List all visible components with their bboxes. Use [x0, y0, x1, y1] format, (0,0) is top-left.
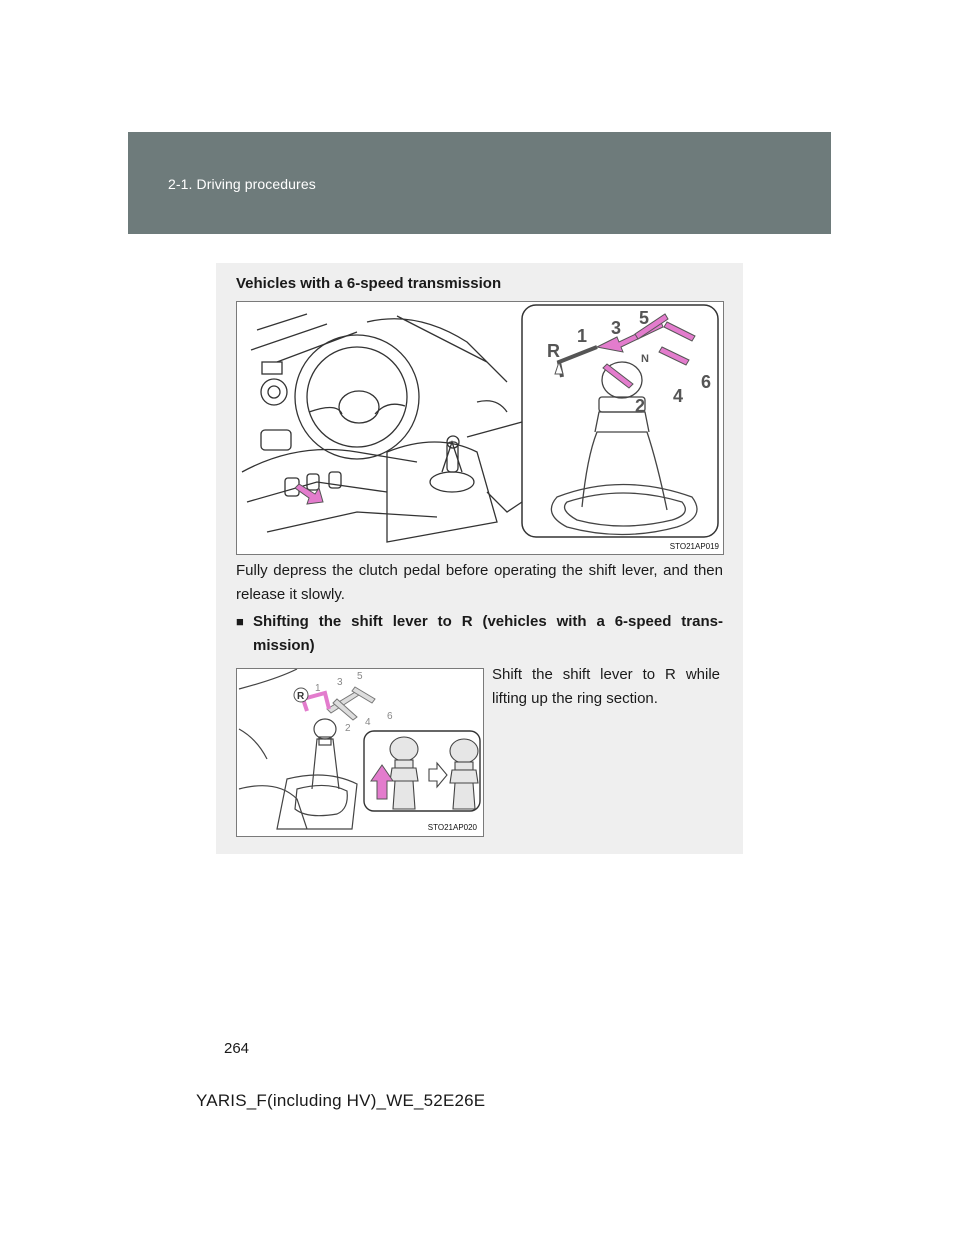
figure-code-2: STO21AP020 — [427, 823, 477, 832]
small-gear-r: R — [297, 691, 305, 702]
bullet-square-icon: ■ — [236, 614, 244, 629]
reverse-instruction: Shift the shift lever to R while lifting up the ring section. — [492, 666, 720, 707]
gear-label-2: 2 — [635, 396, 646, 416]
document-footer: YARIS_F(including HV)_WE_52E26E — [196, 1091, 486, 1110]
gear-label-5: 5 — [639, 308, 650, 328]
section-title: 2-1. Driving procedures — [168, 176, 316, 192]
figure-code: STO21AP019 — [669, 542, 719, 551]
gear-label-3: 3 — [611, 318, 622, 338]
small-gear-4: 4 — [365, 717, 371, 728]
panel-title: Vehicles with a 6-speed transmission — [236, 275, 502, 292]
gear-label-r: R — [547, 341, 560, 361]
section-header — [128, 132, 831, 234]
gear-label-6: 6 — [701, 372, 712, 392]
small-gear-2: 2 — [345, 723, 351, 734]
reverse-shift-heading — [236, 610, 723, 658]
clutch-instruction: Fully depress the clutch pedal before operating the shift lever, and then release it slowly. — [236, 562, 723, 603]
small-gear-3: 3 — [337, 677, 343, 688]
small-gear-5: 5 — [357, 671, 363, 682]
shift-lever-illustration — [236, 301, 724, 555]
gear-label-1: 1 — [577, 326, 588, 346]
gear-label-4: 4 — [673, 386, 684, 406]
small-gear-6: 6 — [387, 711, 393, 722]
cabin-drawing — [237, 302, 723, 554]
info-panel — [216, 263, 743, 854]
reverse-drawing — [237, 669, 483, 836]
gear-label-n: N — [641, 353, 649, 365]
reverse-shift-illustration — [236, 668, 484, 837]
page-number: 264 — [224, 1040, 250, 1057]
bullet-text: Shifting the shift lever to R (vehicles with a 6-speed trans-mission) — [253, 613, 723, 654]
small-gear-1: 1 — [315, 683, 321, 694]
